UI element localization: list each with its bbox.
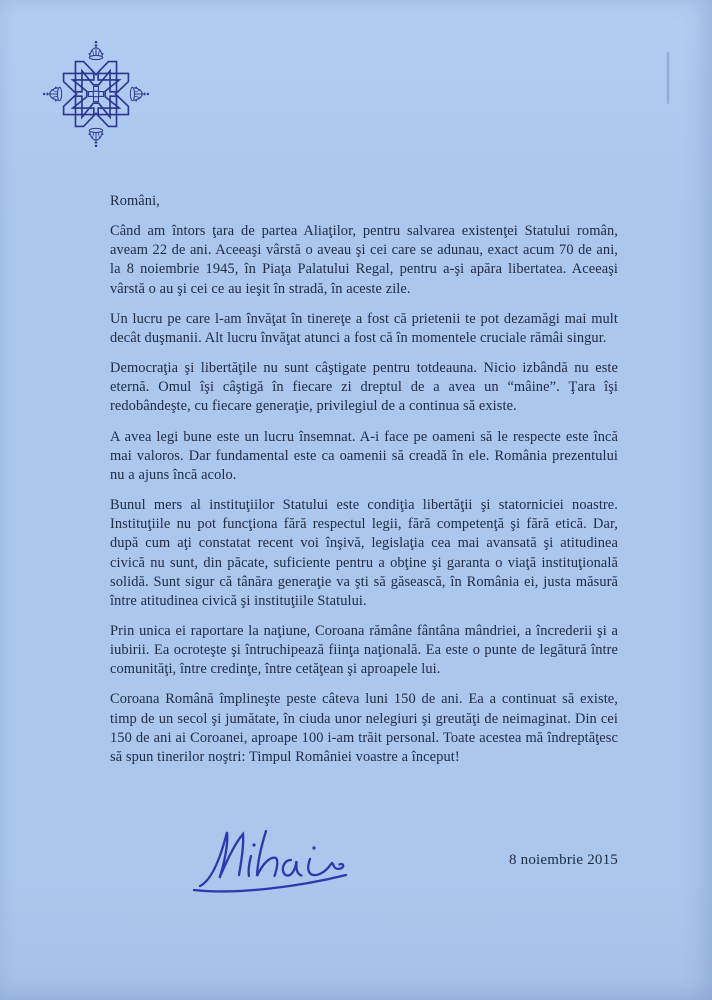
- letter-paragraph: Coroana Română împlineşte peste câteva luni 150 de ani. Ea a continuat să existe, timp de un secol şi jumătate, în ciuda unor nelegiuri şi greutăţi de neimaginat. Din cei 150 de ani ai Coroanei, aproape 100 i-am trăit personal. Toate acestea mă îndreptăţesc să spun tinerilor noştri: Timpul României voastre a început!: [110, 691, 618, 765]
- letter-paragraph: Bunul mers al instituţiilor Statului este condiţia libertăţii şi statorniciei noastre. Instituţiile nu pot funcţiona fără respectul legii, fără competenţă şi fără etică. Dar, după cum aţi constatat recent voi înşivă, legislaţia cea mai avansată şi atitudinea civică nu sunt, din păcate, suficiente pentru a obţine şi garanta o viaţă instituţională solidă. Sunt sigur că tânăra generaţie va şti să găsească, în România ei, justa măsură între atitudinea civică şi instituţiile Statului.: [110, 497, 618, 609]
- scan-artifact-line: [667, 52, 669, 104]
- letter-paragraph: Democraţia şi libertăţile nu sunt câştigate pentru totdeauna. Nicio izbândă nu este eternă. Omul îşi câştigă în fiecare zi dreptul de a avea un “mâine”. Ţara îşi redobândeşte, cu fiecare generaţie, privilegiul de a continua să existe.: [110, 360, 618, 415]
- date-line: 8 noiembrie 2015: [508, 852, 618, 868]
- royal-cypher-icon: [42, 40, 150, 148]
- letter-body: [110, 192, 618, 778]
- salutation: Români,: [110, 193, 160, 209]
- letter-paragraph: Prin unica ei raportare la naţiune, Coroana rămâne fântâna mândriei, a încrederii şi a iubirii. Ea ocroteşte şi întruchipează fiinţa naţională. Ea este o punte de legătură între comunităţi, între credinţe, între cetăţean şi aproapele lui.: [110, 622, 618, 678]
- signature: [190, 818, 400, 898]
- letter-paragraph: Un lucru pe care l-am învăţat în tinereţe a fost că prietenii te pot dezamăgi mai mult decât duşmanii. Alt lucru învăţat atunci a fost că în momentele cruciale rămâi singur.: [110, 310, 618, 346]
- letter-paragraph: A avea legi bune este un lucru însemnat. A-i face pe oameni să le respecte este încă mai valoros. Dar fundamental este ca oamenii să creadă în ele. România prezentului nu a ajuns încă acolo.: [110, 428, 618, 483]
- letter-paragraph: Când am întors ţara de partea Aliaţilor, pentru salvarea existenţei Statului român, aveam 22 de ani. Aceeaşi vârstă o aveau şi cei care se adunau, exact acum 70 de ani, la 8 noiembrie 1945, în Piaţa Palatului Regal, pentru a-şi apăra libertatea. Aceeaşi vârstă o au şi cei ce au ieşit în stradă, în aceste zile.: [110, 223, 618, 297]
